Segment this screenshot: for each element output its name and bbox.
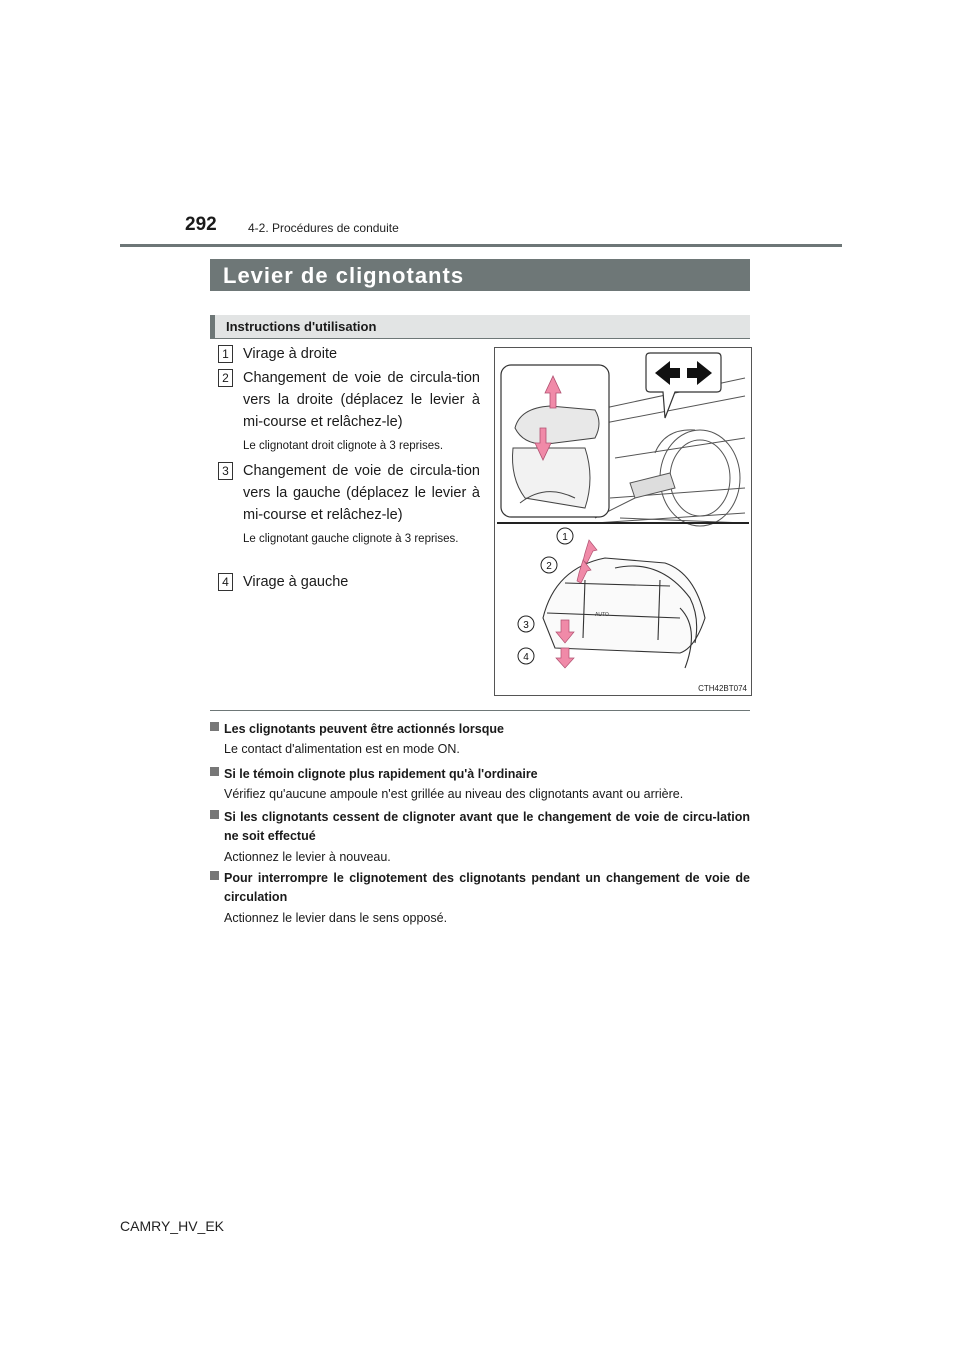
turn-signal-illustration (494, 347, 752, 696)
step-label: Changement de voie de circula-tion vers la gauche (déplacez le levier à mi-course et relâchez-le) (243, 463, 480, 523)
callout-num-4: 4 (523, 652, 529, 663)
callout-num-2: 2 (546, 561, 552, 572)
illustration-svg (495, 348, 751, 695)
bullet-square-icon (210, 871, 219, 880)
callout-num-3: 3 (523, 620, 529, 631)
footer-model-code: CAMRY_HV_EK (120, 1218, 225, 1234)
step-label: Virage à droite (243, 346, 338, 362)
subtitle-divider (210, 338, 750, 339)
section-title: 4-2. Procédures de conduite (248, 221, 399, 235)
bullet-square-icon (210, 722, 219, 731)
subtitle: Instructions d'utilisation (226, 319, 377, 334)
step-number: 4 (218, 573, 233, 591)
auto-label: AUTO (595, 612, 609, 618)
note-body: Le contact d'alimentation est en mode ON. (224, 742, 460, 756)
page-number: 292 (185, 214, 217, 235)
step-note: Le clignotant gauche clignote à 3 reprises. (243, 533, 459, 545)
callout-arrow-4 (556, 648, 574, 668)
note-heading: Pour interrompre le clignotement des clignotants pendant un changement de voie de circulation (224, 871, 750, 904)
note-heading: Si le témoin clignote plus rapidement qu'à l'ordinaire (224, 767, 538, 781)
step-note: Le clignotant droit clignote à 3 reprises. (243, 440, 444, 452)
subtitle-marker (210, 315, 215, 338)
step-number: 2 (218, 369, 233, 387)
bullet-square-icon (210, 767, 219, 776)
section-divider (210, 710, 750, 711)
callout-arrow-1 (583, 540, 597, 563)
note-body: Actionnez le levier dans le sens opposé. (224, 911, 448, 925)
figure-code: CTH42BT074 (698, 684, 747, 693)
step-number: 3 (218, 462, 233, 480)
note-heading: Si les clignotants cessent de clignoter avant que le changement de voie de circu-lation ne soit effectué (224, 810, 750, 843)
note-body: Vérifiez qu'aucune ampoule n'est grillée au niveau des clignotants avant ou arrière. (224, 787, 684, 801)
step-number: 1 (218, 345, 233, 363)
subtitle-bar (210, 315, 750, 338)
step-label: Changement de voie de circula-tion vers la droite (déplacez le levier à mi-course et relâchez-le) (243, 370, 480, 430)
bullet-square-icon (210, 810, 219, 819)
page-title-bar (210, 259, 750, 291)
page-title: Levier de clignotants (223, 263, 465, 288)
header-divider (120, 244, 842, 247)
step-label: Virage à gauche (243, 574, 349, 590)
note-heading: Les clignotants peuvent être actionnés lorsque (224, 722, 504, 736)
note-body: Actionnez le levier à nouveau. (224, 850, 391, 864)
callout-num-1: 1 (562, 532, 568, 543)
